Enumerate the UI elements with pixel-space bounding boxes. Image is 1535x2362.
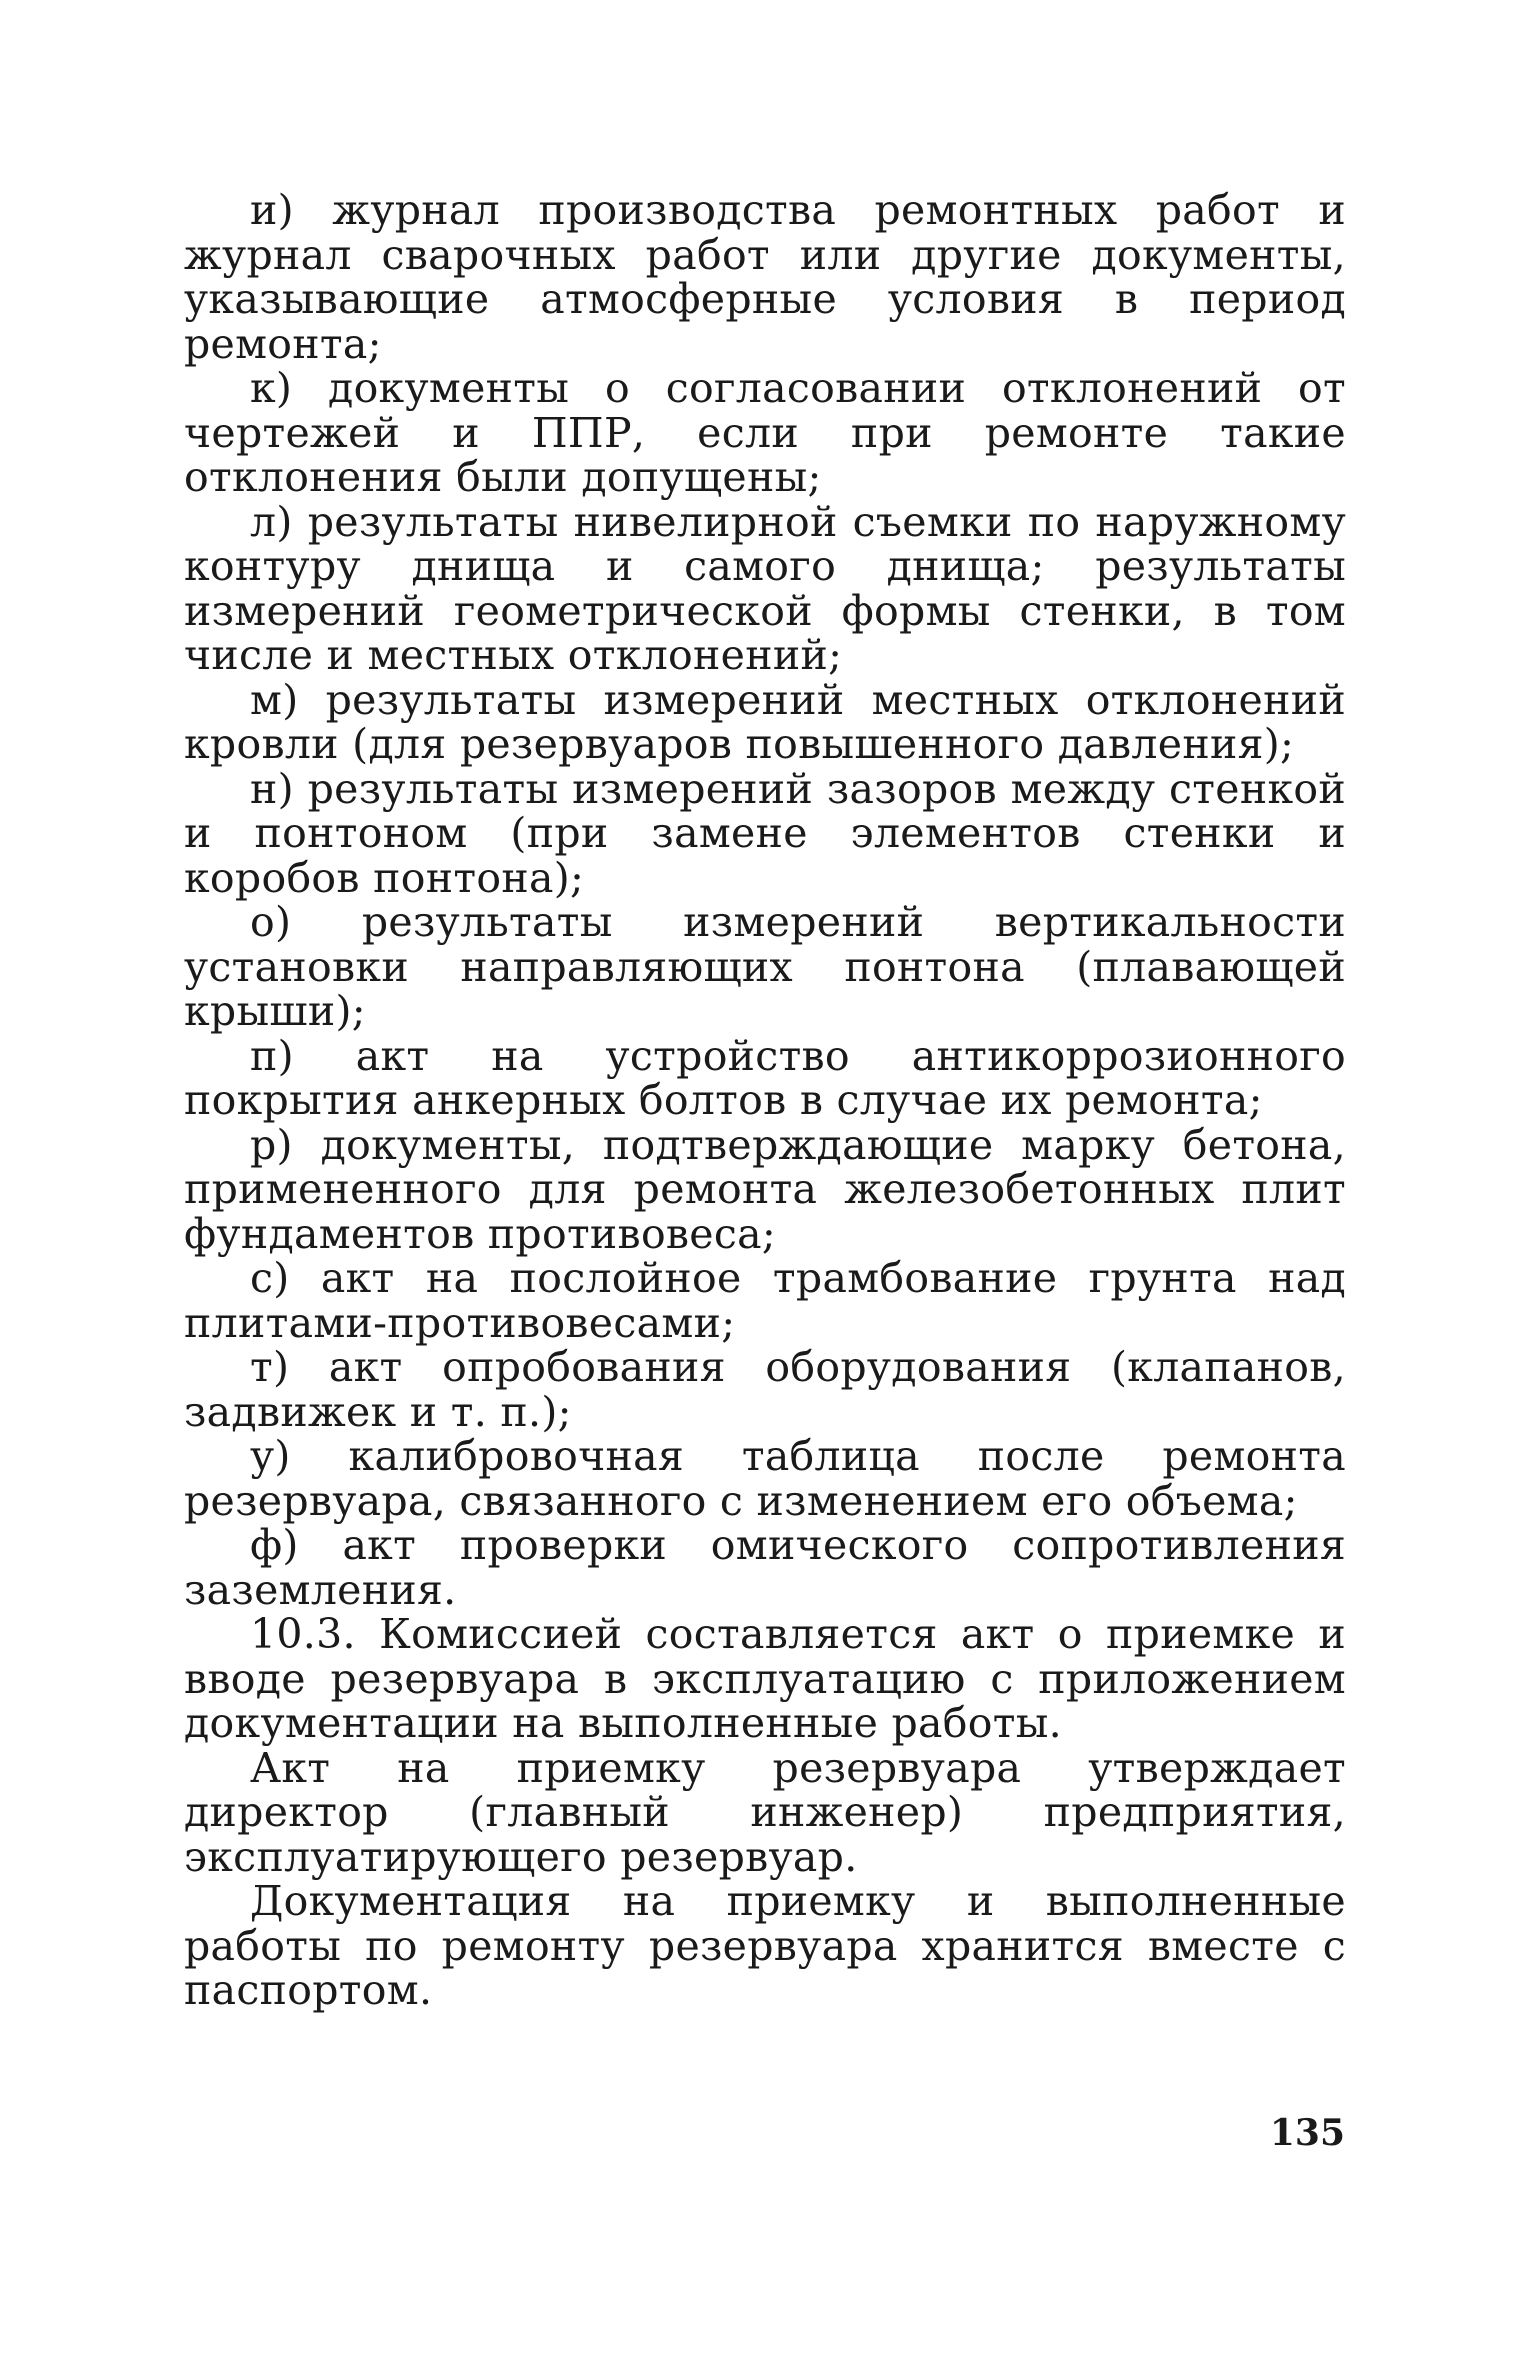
list-item-u: у) калибровочная таблица после ремонта резервуара, связанного с изменением его объема; [184, 1432, 1346, 1525]
storage-paragraph: Документация на приемку и выполненные работы по ремонту резервуара хранится вместе с паспортом. [184, 1877, 1346, 2014]
list-item-m: м) результаты измерений местных отклонений кровли (для резервуаров повышенного давления); [184, 675, 1346, 768]
list-item-s: с) акт на послойное трамбование грунта над плитами-противовесами; [184, 1254, 1346, 1347]
list-item-l: л) результаты нивелирной съемки по наружному контуру днища и самого днища; результаты измерений геометрической формы стенки, в том числе и местных отклонений; [184, 497, 1346, 679]
list-item-k: к) документы о согласовании отклонений от чертежей и ППР, если при ремонте такие отклонения были допущены; [184, 364, 1346, 501]
list-item-t: т) акт опробования оборудования (клапанов, задвижек и т. п.); [184, 1343, 1346, 1436]
body-text [184, 188, 1346, 2013]
section-10-3-paragraph: 10.3. Комиссией составляется акт о приемке и вводе резервуара в эксплуатацию с приложением документации на выполненные работы. [184, 1610, 1346, 1747]
list-item-i: и) журнал производства ремонтных работ и журнал сварочных работ или другие документы, указывающие атмосферные условия в период ремонта; [184, 186, 1346, 368]
page-number: 135 [1269, 2112, 1345, 2154]
list-item-n: н) результаты измерений зазоров между стенкой и понтоном (при замене элементов стенки и коробов понтона); [184, 764, 1346, 902]
list-item-p: п) акт на устройство антикоррозионного покрытия анкерных болтов в случае их ремонта; [184, 1031, 1346, 1124]
list-item-f: ф) акт проверки омического сопротивления заземления. [184, 1521, 1346, 1614]
list-item-r: р) документы, подтверждающие марку бетона, примененного для ремонта железобетонных плит фундаментов противовеса; [184, 1120, 1346, 1258]
list-item-o: о) результаты измерений вертикальности установки направляющих понтона (плавающей крыши); [184, 898, 1346, 1035]
approval-paragraph: Акт на приемку резервуара утверждает директор (главный инженер) предприятия, эксплуатирующего резервуар. [184, 1743, 1346, 1881]
